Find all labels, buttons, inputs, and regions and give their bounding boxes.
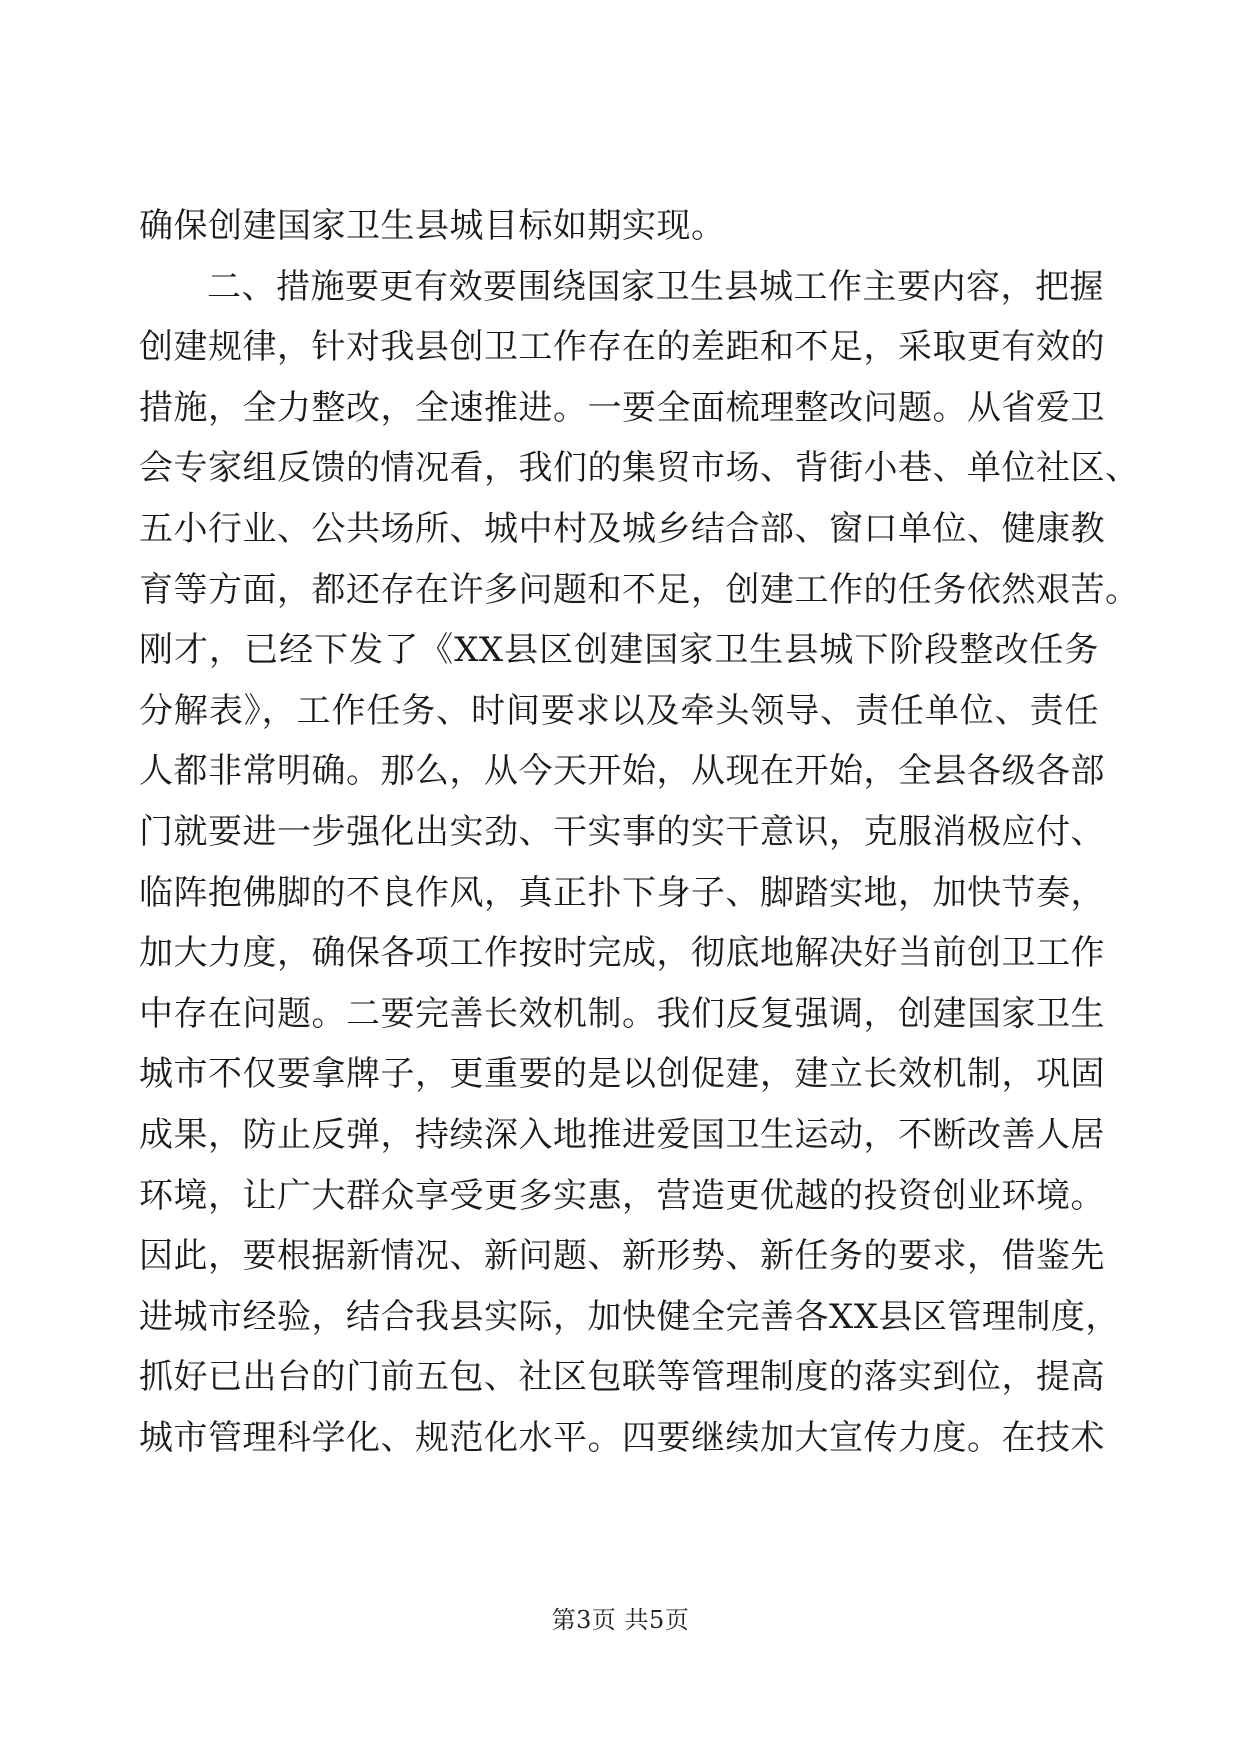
paragraph-line: 临阵抱佛脚的不良作风，真正扑下身子、脚踏实地，加快节奏， xyxy=(139,872,1105,913)
paragraph-line: 确保创建国家卫生县城目标如期实现。 xyxy=(139,206,726,246)
paragraph-line: 城市不仅要拿牌子，更重要的是以创促建，建立长效机制，巩固 xyxy=(139,1054,1105,1095)
paragraph-line: 分解表》，工作任务、时间要求以及牵头领导、责任单位、责任 xyxy=(139,690,1099,731)
body-text xyxy=(139,196,1140,1468)
paragraph-line: 因此，要根据新情况、新问题、新形势、新任务的要求，借鉴先 xyxy=(139,1236,1105,1277)
paragraph-line: 措施，全力整改，全速推进。一要全面梳理整改问题。从省爱卫 xyxy=(139,387,1105,428)
paragraph-line: 创建规律，针对我县创卫工作存在的差距和不足，采取更有效的 xyxy=(139,327,1105,368)
paragraph-line: 进城市经验，结合我县实际，加快健全完善各XX县区管理制度， xyxy=(139,1296,1120,1337)
paragraph-line: 抓好已出台的门前五包、社区包联等管理制度的落实到位，提高 xyxy=(139,1357,1105,1398)
paragraph-line: 环境，让广大群众享受更多实惠，营造更优越的投资创业环境。 xyxy=(139,1175,1105,1216)
paragraph-line: 中存在问题。二要完善长效机制。我们反复强调，创建国家卫生 xyxy=(139,993,1105,1034)
paragraph-line: 刚才，已经下发了《XX县区创建国家卫生县城下阶段整改任务 xyxy=(139,630,1099,671)
paragraph-line: 育等方面，都还存在许多问题和不足，创建工作的任务依然艰苦。 xyxy=(139,569,1140,610)
paragraph-line: 人都非常明确。那么，从今天开始，从现在开始，全县各级各部 xyxy=(139,751,1105,792)
paragraph-line: 加大力度，确保各项工作按时完成，彻底地解决好当前创卫工作 xyxy=(139,933,1105,974)
paragraph-line: 门就要进一步强化出实劲、干实事的实干意识，克服消极应付、 xyxy=(139,811,1105,852)
paragraph-line: 成果，防止反弹，持续深入地推进爱国卫生运动，不断改善人居 xyxy=(139,1114,1105,1155)
paragraph-line: 二、措施要更有效要围绕国家卫生县城工作主要内容，把握 xyxy=(207,266,1104,307)
paragraph-line: 城市管理科学化、规范化水平。四要继续加大宣传力度。在技术 xyxy=(139,1417,1105,1458)
paragraph-line: 会专家组反馈的情况看，我们的集贸市场、背街小巷、单位社区、 xyxy=(139,448,1140,489)
paragraph-line: 五小行业、公共场所、城中村及城乡结合部、窗口单位、健康教 xyxy=(139,508,1105,549)
page-number-footer: 第3页 共5页 xyxy=(551,1606,690,1634)
